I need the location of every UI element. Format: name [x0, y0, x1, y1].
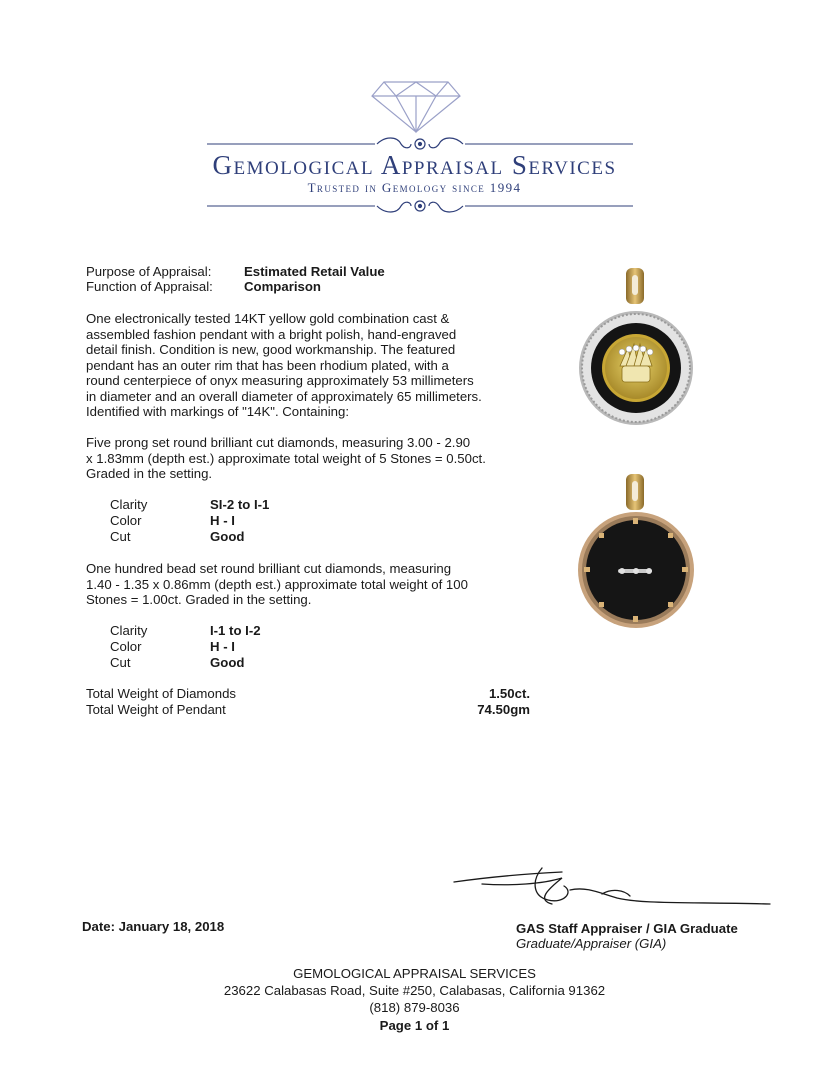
total-pendant-label: Total Weight of Pendant: [86, 702, 226, 717]
color-value: H - I: [210, 513, 235, 528]
description-line: round centerpiece of onyx measuring approximately 53 millimeters: [86, 373, 474, 388]
total-diamonds-label: Total Weight of Diamonds: [86, 686, 237, 701]
description-line: One electronically tested 14KT yellow gold combination cast &: [86, 311, 450, 326]
description-line: detail finish. Condition is new, good workmanship. The featured: [86, 342, 456, 357]
clarity-value: SI-2 to I-1: [210, 497, 270, 512]
footer-company: GEMOLOGICAL APPRAISAL SERVICES: [293, 966, 536, 981]
color-label: Color: [110, 513, 142, 528]
header-ornament-bottom: [205, 196, 635, 216]
total-pendant-value: 74.50gm: [477, 702, 530, 717]
appraisal-date: Date: January 18, 2018: [82, 919, 225, 934]
color-value: H - I: [210, 639, 235, 654]
purpose-value: Estimated Retail Value: [244, 264, 385, 279]
appraiser-title: GAS Staff Appraiser / GIA Graduate: [516, 921, 738, 936]
stone-line: Stones = 1.00ct. Graded in the setting.: [86, 592, 312, 607]
cut-value: Good: [210, 655, 245, 670]
stone-line: 1.40 - 1.35 x 0.86mm (depth est.) approximate total weight of 100: [86, 576, 468, 592]
function-value: Comparison: [244, 279, 321, 294]
description-line: pendant has an outer rim that has been rhodium plated, with a: [86, 357, 449, 373]
clarity-value: I-1 to I-2: [210, 623, 261, 638]
page-number: Page 1 of 1: [379, 1018, 450, 1033]
appraiser-signature: [452, 860, 774, 912]
footer-phone: (818) 879-8036: [369, 1000, 460, 1015]
color-label: Color: [110, 639, 142, 654]
pendant-front-image: [574, 266, 698, 436]
stone-group-2-description: [86, 561, 516, 608]
description-line: Identified with markings of "14K". Containing:: [86, 404, 349, 419]
company-title: Gemological Appraisal Services: [212, 150, 617, 180]
diamond-logo-icon: [370, 78, 462, 134]
stone-line: One hundred bead set round brilliant cut diamonds, measuring: [86, 561, 452, 576]
description-line: in diameter and an overall diameter of approximately 65 millimeters.: [86, 388, 482, 404]
stone-line: Graded in the setting.: [86, 466, 213, 481]
footer-address: 23622 Calabasas Road, Suite #250, Calabasas, California 91362: [223, 983, 606, 998]
pendant-back-image: [574, 470, 698, 634]
clarity-label: Clarity: [110, 497, 148, 512]
cut-label: Cut: [110, 529, 131, 544]
item-description: [86, 311, 516, 420]
description-line: assembled fashion pendant with a bright polish, hand-engraved: [86, 326, 457, 342]
function-label: Function of Appraisal:: [86, 279, 213, 294]
appraiser-credentials: Graduate/Appraiser (GIA): [516, 936, 667, 951]
purpose-label: Purpose of Appraisal:: [86, 264, 212, 279]
stone-line: Five prong set round brilliant cut diamonds, measuring 3.00 - 2.90: [86, 435, 471, 450]
total-diamonds-value: 1.50ct.: [488, 686, 530, 701]
stone-group-1-description: [86, 435, 516, 482]
stone-line: x 1.83mm (depth est.) approximate total weight of 5 Stones = 0.50ct.: [86, 450, 486, 466]
clarity-label: Clarity: [110, 623, 148, 638]
cut-value: Good: [210, 529, 245, 544]
company-tagline: Trusted in Gemology since 1994: [307, 180, 522, 195]
cut-label: Cut: [110, 655, 131, 670]
